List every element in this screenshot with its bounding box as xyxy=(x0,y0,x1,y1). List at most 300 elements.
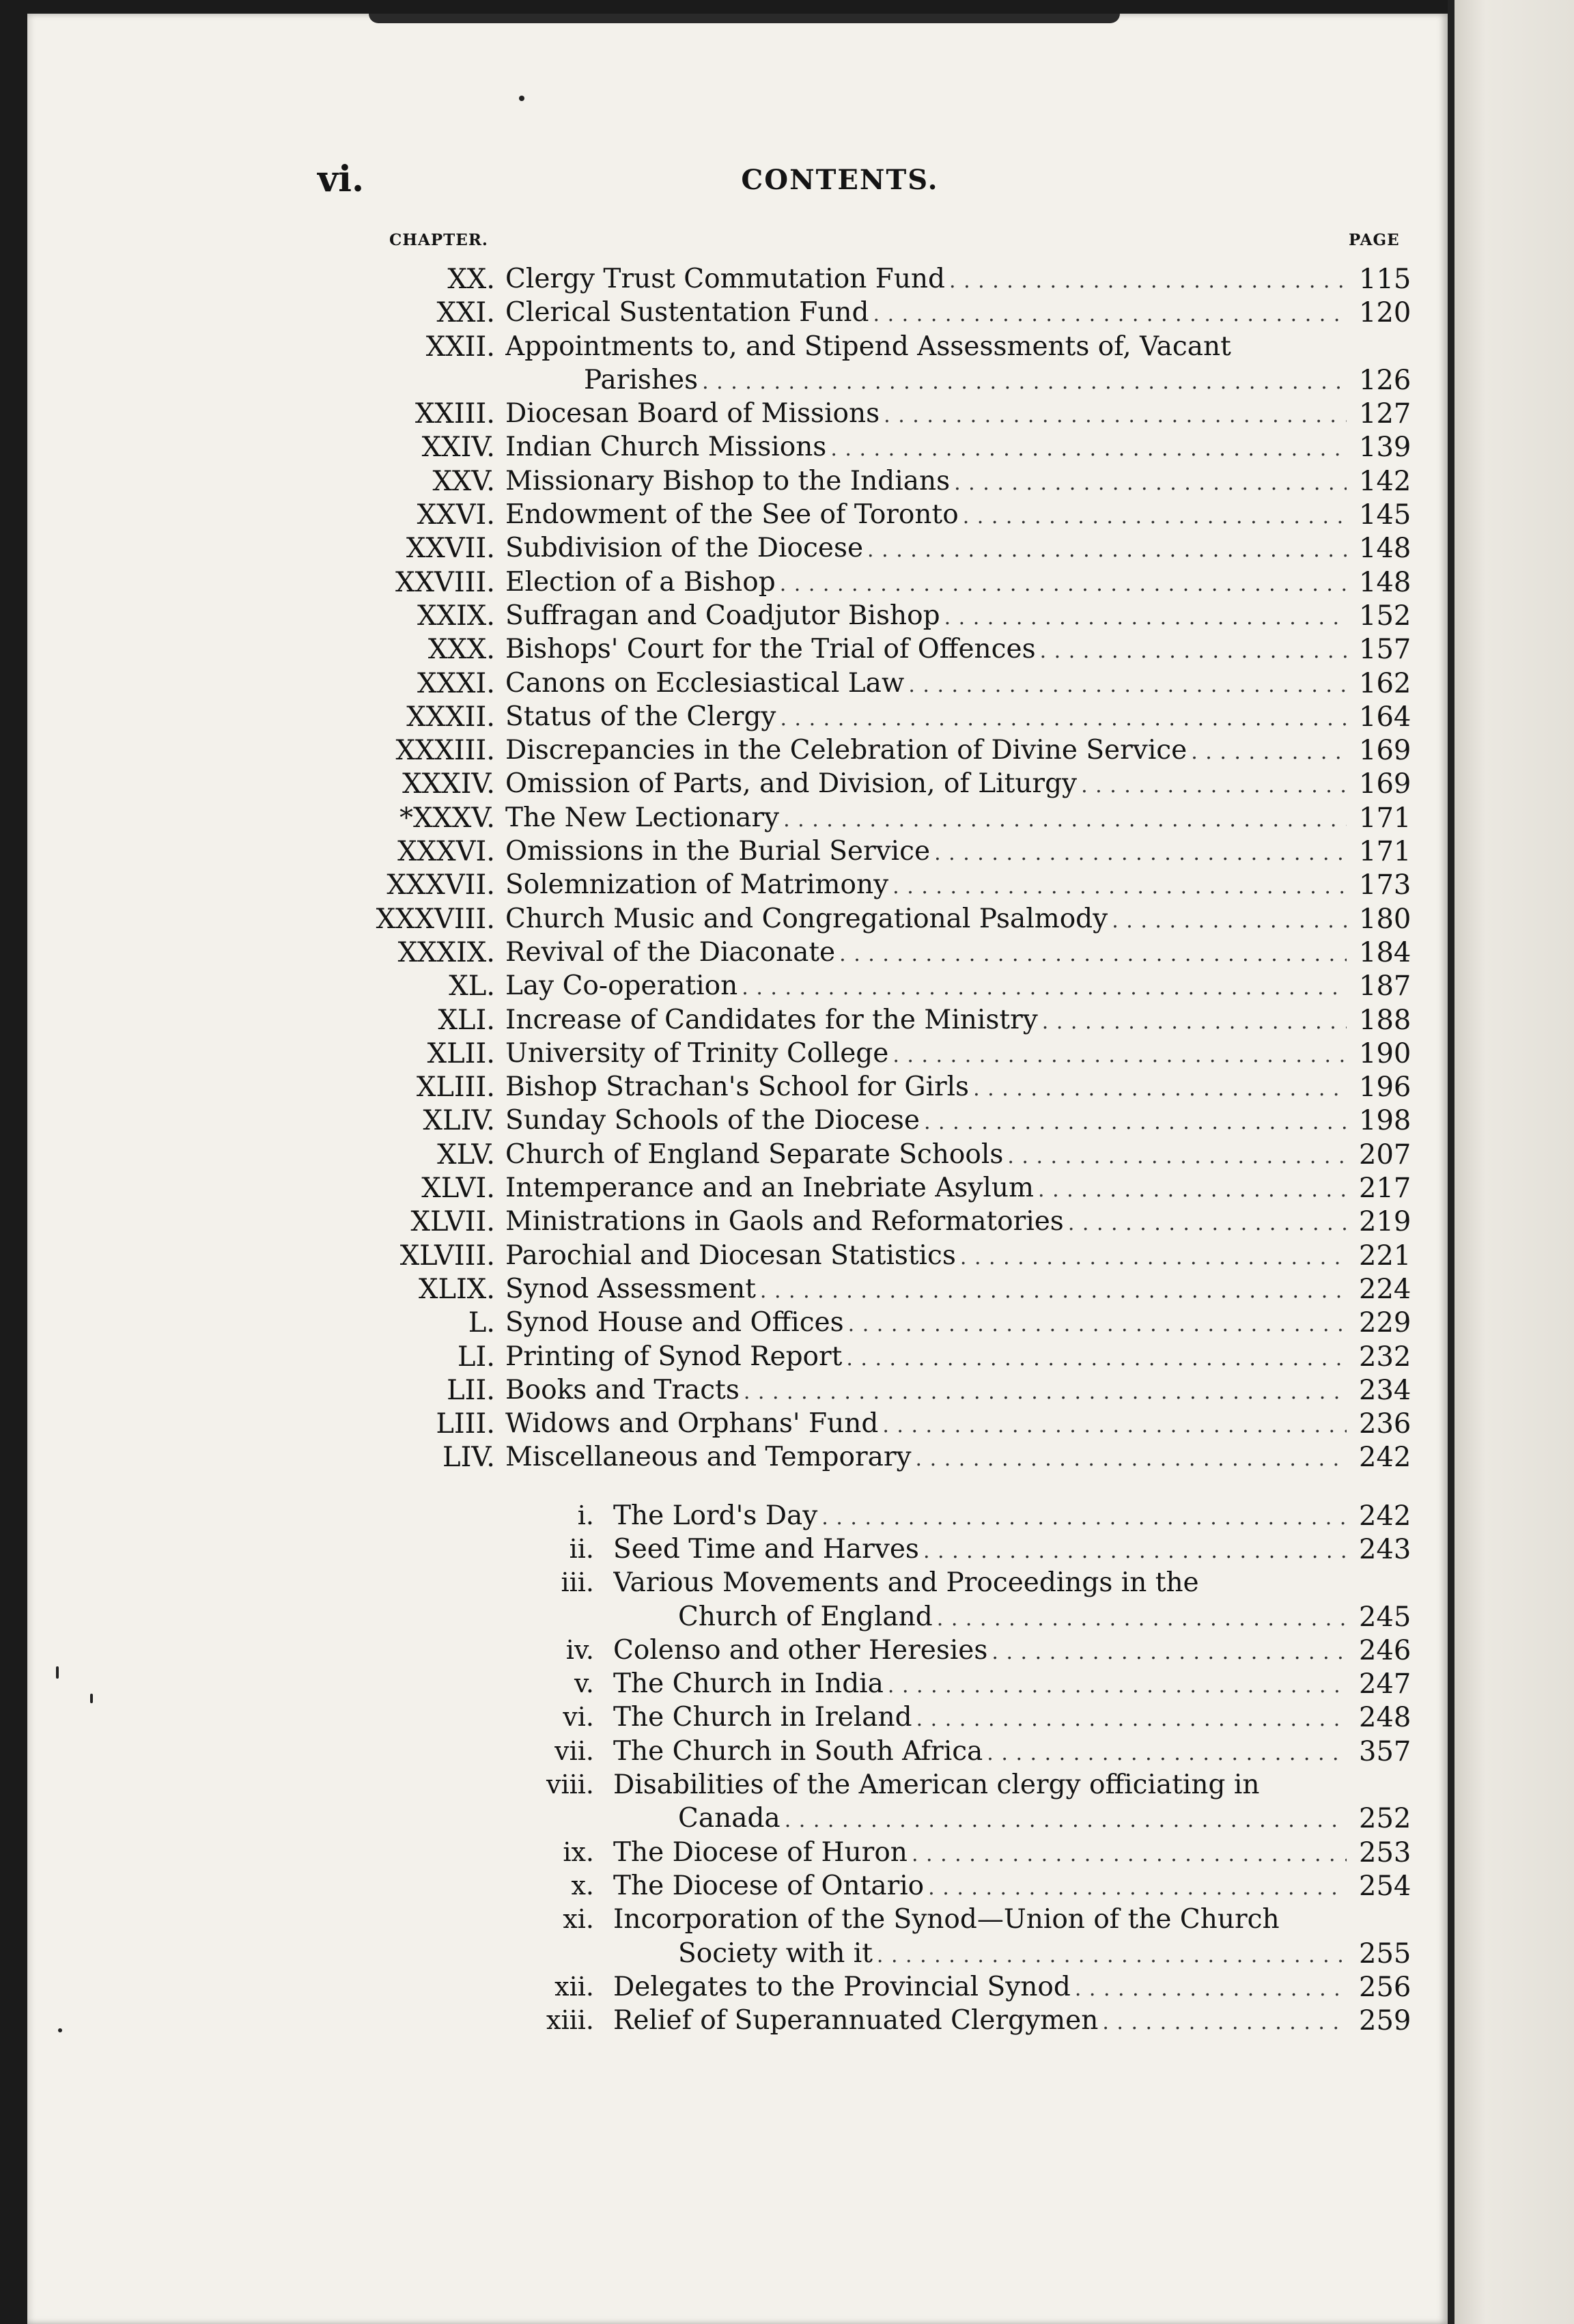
chapter-title xyxy=(505,567,1347,598)
subsection-number: vii. xyxy=(554,1735,594,1766)
page-reference: 245 xyxy=(1359,1601,1411,1633)
entry-title-text: Incorporation of the Synod—Union of the Church xyxy=(613,1904,1280,1935)
subsection-number: vi. xyxy=(563,1702,594,1733)
subsection-number: iv. xyxy=(565,1634,594,1665)
entry-title-text: Omission of Parts, and Division, of Liturgy xyxy=(505,768,1078,800)
subsection-row xyxy=(27,1868,1448,1901)
chapter-row xyxy=(27,901,1448,934)
chapter-row xyxy=(27,1102,1448,1136)
entry-title-text: Relief of Superannuated Clergymen xyxy=(613,2005,1099,2036)
chapter-row xyxy=(27,294,1448,328)
chapter-title xyxy=(505,499,1347,530)
subsection-number: ix. xyxy=(563,1836,594,1867)
chapter-row xyxy=(27,328,1448,362)
page-reference: 173 xyxy=(1359,869,1411,901)
entry-title-text: Seed Time and Harves xyxy=(613,1533,919,1565)
chapter-row xyxy=(27,1439,1448,1472)
dot-leader xyxy=(893,1044,1347,1067)
dot-leader xyxy=(1040,639,1347,663)
dot-leader xyxy=(780,572,1347,596)
entry-title-text: The Church in South Africa xyxy=(613,1735,983,1767)
chapter-row xyxy=(27,1170,1448,1203)
page-title: CONTENTS. xyxy=(741,164,939,196)
subsection-row xyxy=(27,2002,1448,2036)
dot-leader xyxy=(783,808,1347,832)
entry-title-text: Synod House and Offices xyxy=(505,1307,844,1339)
entry-title-text: Subdivision of the Diocese xyxy=(505,533,864,564)
page-reference: 219 xyxy=(1359,1206,1411,1238)
page-reference: 242 xyxy=(1359,1442,1411,1474)
chapter-number: XLVII. xyxy=(410,1206,495,1238)
chapter-number: XXXI. xyxy=(417,667,495,699)
chapter-title xyxy=(505,1442,1347,1472)
page-reference: 198 xyxy=(1359,1105,1411,1137)
chapter-number: XLVIII. xyxy=(399,1240,495,1272)
section-gap xyxy=(27,1473,1448,1498)
page-column-label: PAGE xyxy=(1349,231,1400,249)
chapter-title xyxy=(505,1005,1347,1035)
chapter-row xyxy=(27,1271,1448,1304)
chapter-number: XXI. xyxy=(436,297,495,329)
chapter-row xyxy=(27,1237,1448,1271)
chapter-row xyxy=(27,261,1448,294)
chapter-row xyxy=(27,463,1448,496)
entry-continuation xyxy=(613,1601,1347,1632)
adjacent-page-edge xyxy=(1448,0,1574,2324)
dot-leader xyxy=(1042,1010,1347,1034)
chapter-title xyxy=(505,836,1347,867)
subsection-row xyxy=(27,1901,1448,1935)
page-reference: 236 xyxy=(1359,1408,1411,1440)
entry-title-text: Bishop Strachan's School for Girls xyxy=(505,1072,970,1103)
entry-title-text: The Lord's Day xyxy=(613,1500,818,1531)
entry-title-text: Appointments to, and Stipend Assessments of, Vacant xyxy=(505,331,1231,362)
chapter-title xyxy=(505,634,1347,664)
entry-continuation-row xyxy=(27,1800,1448,1834)
chapter-title xyxy=(505,904,1347,934)
chapter-number: *XXXV. xyxy=(399,802,495,834)
chapter-number: XXX. xyxy=(427,634,495,666)
chapter-title xyxy=(505,1408,1347,1439)
entry-title-text: Solemnization of Matrimony xyxy=(505,869,889,901)
chapter-number: LII. xyxy=(447,1374,495,1406)
dot-leader xyxy=(742,976,1347,1000)
subsection-row xyxy=(27,1834,1448,1868)
dot-leader xyxy=(934,841,1347,865)
dot-leader xyxy=(928,1876,1347,1900)
entry-continuation xyxy=(613,1938,1347,1969)
chapter-column-label: CHAPTER. xyxy=(389,231,488,249)
chapter-row xyxy=(27,1002,1448,1035)
entry-title-text: Status of the Clergy xyxy=(505,701,776,732)
subsection-number: v. xyxy=(574,1668,594,1699)
page-reference: 254 xyxy=(1359,1870,1411,1902)
entry-title-text: Synod Assessment xyxy=(505,1273,756,1304)
chapter-title xyxy=(505,1206,1347,1237)
page-reference: 255 xyxy=(1359,1937,1411,1970)
dot-leader xyxy=(848,1313,1347,1336)
chapter-number: XXXIX. xyxy=(397,936,495,968)
chapter-row xyxy=(27,1304,1448,1338)
page-reference: 253 xyxy=(1359,1836,1411,1868)
dot-leader xyxy=(937,1607,1347,1631)
entry-continuation xyxy=(613,1803,1347,1834)
subsection-number: xi. xyxy=(563,1904,594,1935)
page-reference: 115 xyxy=(1359,264,1411,295)
chapter-row xyxy=(27,699,1448,732)
chapter-title xyxy=(505,701,1347,732)
subsection-title xyxy=(613,1972,1347,2002)
ink-speck xyxy=(519,96,524,101)
chapter-title xyxy=(505,264,1347,294)
dot-leader xyxy=(882,1414,1347,1438)
entry-title-text: The New Lectionary xyxy=(505,802,780,833)
chapter-number: XLI. xyxy=(438,1004,495,1036)
page-reference: 229 xyxy=(1359,1307,1411,1339)
page-reference: 148 xyxy=(1359,533,1411,565)
entry-continuation xyxy=(505,365,1347,395)
chapter-row xyxy=(27,1069,1448,1102)
dot-leader xyxy=(963,505,1347,529)
page-reference: 169 xyxy=(1359,735,1411,767)
page-reference: 252 xyxy=(1359,1803,1411,1835)
dot-leader xyxy=(954,471,1347,495)
chapter-number: L. xyxy=(468,1307,495,1339)
page-reference: 164 xyxy=(1359,701,1411,733)
chapter-row xyxy=(27,766,1448,799)
page-reference: 221 xyxy=(1359,1240,1411,1272)
entry-title-text: Clerical Sustentation Fund xyxy=(505,297,869,328)
chapter-row xyxy=(27,631,1448,664)
chapter-number: LIII. xyxy=(436,1408,495,1440)
chapter-number: XXVIII. xyxy=(395,566,495,598)
dot-leader xyxy=(944,606,1347,630)
chapter-row xyxy=(27,1035,1448,1069)
chapter-row xyxy=(27,530,1448,563)
page-reference: 188 xyxy=(1359,1004,1411,1036)
dot-leader xyxy=(1068,1212,1347,1235)
subsection-number: i. xyxy=(577,1500,594,1530)
subsection-number: iii. xyxy=(561,1567,594,1598)
entry-title-text: Increase of Candidates for the Ministry xyxy=(505,1004,1038,1035)
entry-title-text: Various Movements and Proceedings in the xyxy=(613,1567,1199,1599)
subsection-title xyxy=(613,1635,1347,1666)
chapter-number: XXV. xyxy=(432,465,495,497)
table-of-contents xyxy=(27,261,1448,2036)
subsection-number: xiii. xyxy=(546,2005,594,2036)
chapter-number: XXXVI. xyxy=(397,836,495,868)
chapter-title xyxy=(505,937,1347,968)
subsection-row xyxy=(27,1733,1448,1767)
entry-title-text: Intemperance and an Inebriate Asylum xyxy=(505,1173,1035,1204)
subsection-number: viii. xyxy=(546,1769,594,1800)
page-reference: 162 xyxy=(1359,667,1411,699)
page-reference: 171 xyxy=(1359,836,1411,868)
dot-leader xyxy=(960,1246,1347,1270)
subsection-title xyxy=(613,1500,1347,1531)
chapter-title xyxy=(505,331,1347,362)
subsection-row xyxy=(27,1666,1448,1699)
chapter-number: XXXII. xyxy=(406,701,495,733)
page-reference: 157 xyxy=(1359,634,1411,666)
entry-title-text: Books and Tracts xyxy=(505,1374,740,1405)
chapter-row xyxy=(27,564,1448,598)
dot-leader xyxy=(916,1707,1347,1731)
entry-title-text: Disabilities of the American clergy officiating in xyxy=(613,1769,1260,1801)
chapter-number: XXXVIII. xyxy=(376,903,495,935)
page-reference: 196 xyxy=(1359,1072,1411,1104)
page-number: vi. xyxy=(318,158,365,200)
entry-continuation-row xyxy=(27,1935,1448,1969)
entry-title-text: Canons on Ecclesiastical Law xyxy=(505,667,905,699)
entry-title-text: Missionary Bishop to the Indians xyxy=(505,465,951,496)
page-reference: 247 xyxy=(1359,1668,1411,1700)
chapter-number: XXIV. xyxy=(421,432,495,464)
chapter-title xyxy=(505,1038,1347,1069)
page-reference: 190 xyxy=(1359,1037,1411,1069)
dot-leader xyxy=(973,1077,1347,1101)
dot-leader xyxy=(987,1741,1347,1765)
dot-leader xyxy=(888,1674,1347,1698)
subsection-row xyxy=(27,1969,1448,2002)
dot-leader xyxy=(1075,1977,1347,2001)
entry-title-text: Election of a Bishop xyxy=(505,566,776,598)
book-page xyxy=(27,14,1448,2324)
entry-title-text: Miscellaneous and Temporary xyxy=(505,1442,912,1473)
page-reference: 169 xyxy=(1359,768,1411,800)
dot-leader xyxy=(1191,740,1347,764)
entry-continuation-text: Canada xyxy=(678,1803,781,1834)
dot-leader xyxy=(877,1944,1347,1968)
entry-title-text: Church of England Separate Schools xyxy=(505,1138,1004,1170)
entry-title-text: Sunday Schools of the Diocese xyxy=(505,1105,920,1136)
subsection-row xyxy=(27,1531,1448,1565)
page-reference: 217 xyxy=(1359,1173,1411,1205)
entry-continuation-text: Society with it xyxy=(678,1937,873,1969)
subsection-number: ii. xyxy=(569,1533,594,1564)
entry-title-text: Delegates to the Provincial Synod xyxy=(613,1971,1071,2002)
chapter-number: XXVI. xyxy=(417,499,495,531)
chapter-row xyxy=(27,968,1448,1001)
page-reference: 248 xyxy=(1359,1702,1411,1734)
subsection-title xyxy=(613,1534,1347,1565)
chapter-title xyxy=(505,768,1347,799)
chapter-number: XLII. xyxy=(427,1037,495,1069)
entry-title-text: Widows and Orphans' Fund xyxy=(505,1408,879,1440)
subsection-row xyxy=(27,1565,1448,1598)
chapter-number: XXVII. xyxy=(406,533,495,565)
page-reference: 142 xyxy=(1359,465,1411,497)
page-gutter xyxy=(1448,0,1454,2324)
chapter-number: XL. xyxy=(449,970,495,1003)
chapter-title xyxy=(505,869,1347,900)
dot-leader xyxy=(924,1110,1347,1134)
chapter-number: XLIII. xyxy=(416,1072,495,1104)
page-reference: 256 xyxy=(1359,1971,1411,2003)
chapter-number: XXXIII. xyxy=(395,735,495,767)
dot-leader xyxy=(873,303,1347,326)
page-reference: 184 xyxy=(1359,936,1411,968)
subsection-title xyxy=(613,1871,1347,1901)
entry-title-text: Colenso and other Heresies xyxy=(613,1634,988,1666)
chapter-row xyxy=(27,665,1448,699)
subsection-row xyxy=(27,1498,1448,1531)
entry-title-text: The Diocese of Ontario xyxy=(613,1870,925,1901)
dot-leader xyxy=(893,875,1347,899)
chapter-row xyxy=(27,1405,1448,1439)
scan-artifact xyxy=(369,14,1120,23)
subsection-title xyxy=(613,1702,1347,1733)
dot-leader xyxy=(912,1843,1347,1866)
chapter-title xyxy=(505,970,1347,1001)
chapter-number: LIV. xyxy=(442,1442,495,1474)
subsection-number: xii. xyxy=(554,1971,594,2002)
entry-title-text: The Diocese of Huron xyxy=(613,1836,908,1868)
dot-leader xyxy=(923,1539,1347,1563)
chapter-title xyxy=(505,1341,1347,1372)
page-reference: 171 xyxy=(1359,802,1411,834)
entry-title-text: Printing of Synod Report xyxy=(505,1341,843,1372)
page-reference: 127 xyxy=(1359,398,1411,430)
subsection-row xyxy=(27,1632,1448,1666)
entry-title-text: Discrepancies in the Celebration of Divine Service xyxy=(505,735,1187,766)
chapter-title xyxy=(505,466,1347,496)
page-reference: 207 xyxy=(1359,1138,1411,1171)
chapter-number: XXIX. xyxy=(417,600,495,632)
chapter-title xyxy=(505,398,1347,429)
subsection-title xyxy=(613,1668,1347,1699)
dot-leader xyxy=(992,1640,1347,1664)
subsection-title xyxy=(613,1837,1347,1868)
page-reference: 126 xyxy=(1359,364,1411,396)
chapter-row xyxy=(27,395,1448,429)
chapter-row xyxy=(27,833,1448,867)
dot-leader xyxy=(830,437,1347,461)
dot-leader xyxy=(1038,1178,1347,1202)
subsection-title xyxy=(613,1769,1347,1800)
dot-leader xyxy=(1112,909,1347,933)
entry-continuation-text: Church of England xyxy=(678,1601,933,1632)
chapter-number: XLIX. xyxy=(418,1273,495,1305)
chapter-title xyxy=(505,600,1347,631)
page-reference: 152 xyxy=(1359,600,1411,632)
ink-speck xyxy=(56,1666,59,1679)
entry-title-text: The Church in Ireland xyxy=(613,1702,912,1733)
chapter-title xyxy=(505,432,1347,462)
chapter-title xyxy=(505,668,1347,699)
chapter-title xyxy=(505,1105,1347,1136)
subsection-number: x. xyxy=(571,1870,594,1901)
chapter-row xyxy=(27,934,1448,968)
dot-leader xyxy=(908,673,1347,697)
dot-leader xyxy=(839,942,1347,966)
chapter-number: XXXVII. xyxy=(387,869,495,901)
page-reference: 145 xyxy=(1359,499,1411,531)
chapter-title xyxy=(505,735,1347,766)
chapter-row xyxy=(27,1203,1448,1237)
entry-title-text: Endowment of the See of Toronto xyxy=(505,499,959,531)
entry-title-text: Lay Co-operation xyxy=(505,970,738,1002)
chapter-number: XX. xyxy=(447,264,495,295)
page-reference: 232 xyxy=(1359,1341,1411,1373)
dot-leader xyxy=(780,707,1347,731)
chapter-number: XLIV. xyxy=(423,1105,495,1137)
chapter-row xyxy=(27,496,1448,530)
dot-leader xyxy=(916,1447,1347,1471)
entry-title-text: Diocesan Board of Missions xyxy=(505,398,880,430)
chapter-number: LI. xyxy=(457,1341,495,1373)
dot-leader xyxy=(867,538,1347,562)
chapter-row xyxy=(27,598,1448,631)
entry-title-text: Revival of the Diaconate xyxy=(505,936,836,968)
subsection-row xyxy=(27,1767,1448,1800)
chapter-title xyxy=(505,1173,1347,1203)
subsection-title xyxy=(613,1567,1347,1598)
chapter-title xyxy=(505,802,1347,833)
entry-title-text: University of Trinity College xyxy=(505,1037,889,1069)
page-reference: 243 xyxy=(1359,1533,1411,1565)
chapter-number: XXII. xyxy=(425,331,495,363)
page-reference: 246 xyxy=(1359,1634,1411,1666)
entry-title-text: Bishops' Court for the Trial of Offences xyxy=(505,634,1036,665)
ink-speck xyxy=(58,2028,62,2032)
entry-title-text: Parochial and Diocesan Statistics xyxy=(505,1240,956,1271)
dot-leader xyxy=(760,1279,1347,1303)
dot-leader xyxy=(702,370,1347,394)
entry-title-text: Indian Church Missions xyxy=(505,432,827,463)
chapter-title xyxy=(505,1274,1347,1304)
entry-continuation-row xyxy=(27,362,1448,395)
chapter-row xyxy=(27,429,1448,462)
subsection-title xyxy=(613,1904,1347,1935)
page-reference: 148 xyxy=(1359,566,1411,598)
chapter-row xyxy=(27,1136,1448,1170)
entry-title-text: Church Music and Congregational Psalmody xyxy=(505,903,1108,934)
page-reference: 139 xyxy=(1359,432,1411,464)
chapter-number: XXIII. xyxy=(414,398,495,430)
chapter-title xyxy=(505,1307,1347,1338)
chapter-row xyxy=(27,1339,1448,1372)
chapter-number: XXXIV. xyxy=(402,768,495,800)
page-reference: 357 xyxy=(1359,1735,1411,1767)
ink-speck xyxy=(90,1694,93,1703)
entry-title-text: The Church in India xyxy=(613,1668,884,1700)
entry-title-text: Suffragan and Coadjutor Bishop xyxy=(505,600,940,631)
subsection-row xyxy=(27,1699,1448,1733)
entry-title-text: Omissions in the Burial Service xyxy=(505,836,931,867)
page-reference: 187 xyxy=(1359,970,1411,1003)
chapter-row xyxy=(27,867,1448,900)
dot-leader xyxy=(785,1808,1347,1832)
chapter-title xyxy=(505,1240,1347,1271)
chapter-title xyxy=(505,1375,1347,1405)
chapter-number: XLVI. xyxy=(421,1173,495,1205)
dot-leader xyxy=(846,1347,1347,1371)
dot-leader xyxy=(744,1380,1347,1404)
chapter-title xyxy=(505,533,1347,563)
dot-leader xyxy=(884,404,1347,428)
chapter-number: XLV. xyxy=(437,1138,495,1171)
chapter-row xyxy=(27,1372,1448,1405)
page-reference: 242 xyxy=(1359,1500,1411,1532)
dot-leader xyxy=(949,269,1347,293)
dot-leader xyxy=(821,1506,1347,1530)
page-reference: 234 xyxy=(1359,1374,1411,1406)
chapter-row xyxy=(27,732,1448,766)
dot-leader xyxy=(1102,2011,1347,2034)
chapter-row xyxy=(27,800,1448,833)
entry-title-text: Clergy Trust Commutation Fund xyxy=(505,264,946,294)
